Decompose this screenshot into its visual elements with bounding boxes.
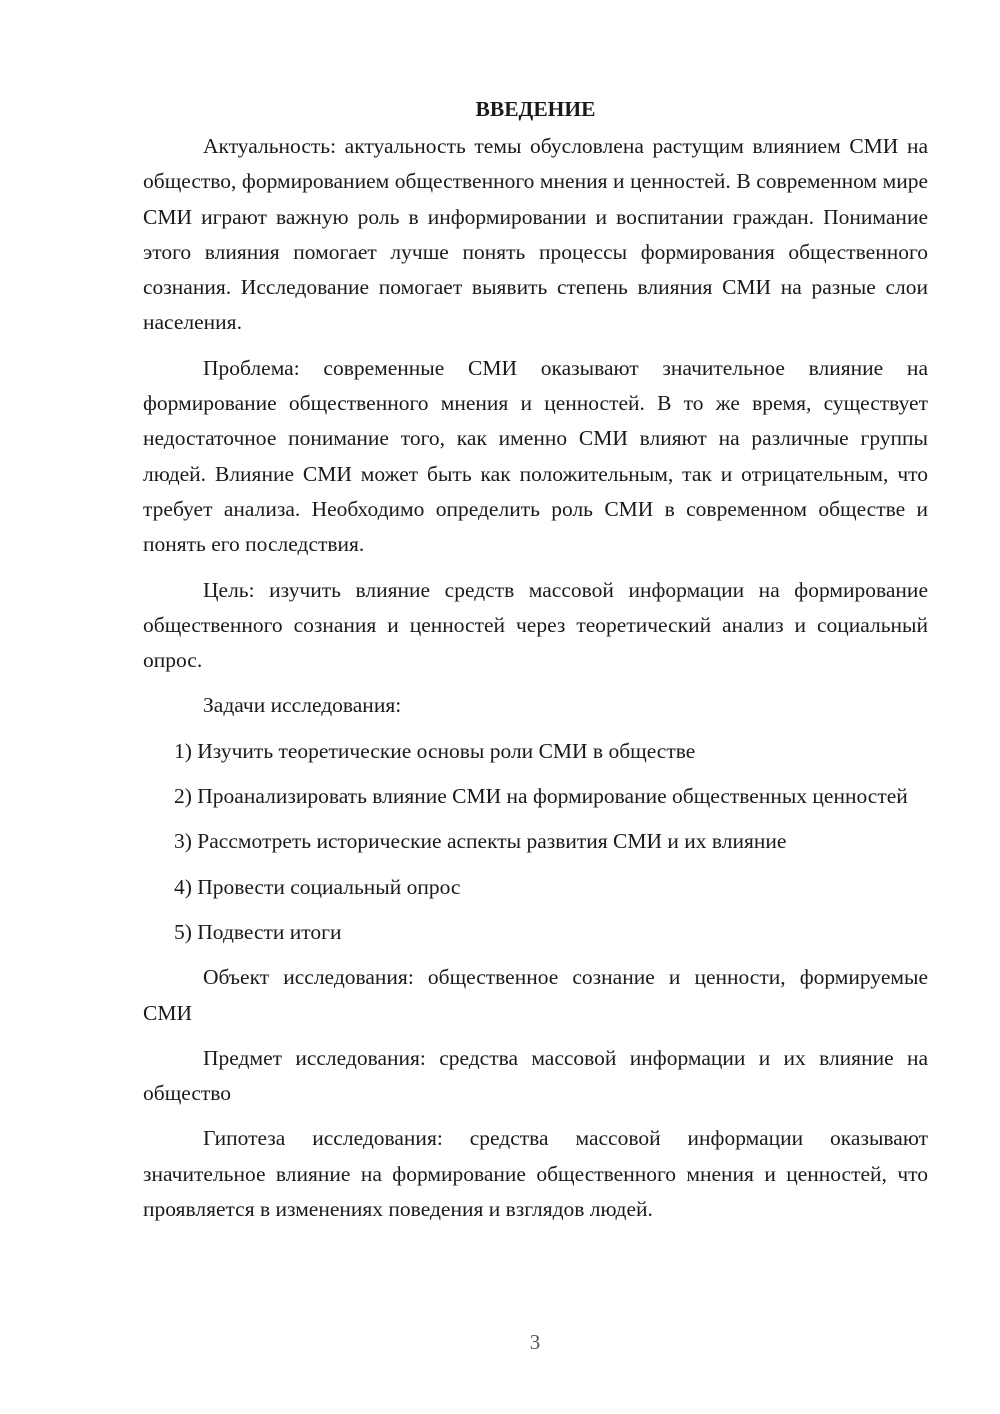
paragraph-object: Объект исследования: общественное сознание и ценности, формируемые СМИ [143,965,928,1025]
paragraph-subject: Предмет исследования: средства массовой информации и их влияние на общество [143,1045,928,1106]
section-title: ВВЕДЕНИЕ [475,97,596,121]
paragraph-tasks-heading: Задачи исследования: [203,693,402,718]
task-item: 5) Подвести итоги [174,919,342,944]
paragraph-hypothesis: Гипотеза исследования: средства массовой информации оказывают значительное влияние на формирование общественного мнения и ценностей, что проявляется в изменениях поведения и взглядов людей. [143,1126,928,1222]
task-item: 1) Изучить теоретические основы роли СМИ в обществе [174,738,696,763]
paragraph-goal: Цель: изучить влияние средств массовой информации на формирование общественного сознания и ценностей через теоретический анализ и социальный опрос. [143,577,928,673]
task-item: 4) Провести социальный опрос [174,874,461,899]
paragraph-relevance: Актуальность: актуальность темы обусловлена растущим влиянием СМИ на общество, формированием общественного мнения и ценностей. В современном мире СМИ играют важную роль в информировании и воспитании граждан. Понимание этого влияния помогает лучше понять процессы формирования общественного сознания. Исследование помогает выявить степень влияния СМИ на разные слои населения. [143,134,928,335]
page-number: 3 [529,1330,541,1354]
task-item: 2) Проанализировать влияние СМИ на формирование общественных ценностей [174,784,908,809]
document-page [143,92,928,1227]
task-item: 3) Рассмотреть исторические аспекты развития СМИ и их влияние [174,829,787,854]
paragraph-problem: Проблема: современные СМИ оказывают значительное влияние на формирование общественного мнения и ценностей. В то же время, существует недостаточное понимание того, как именно СМИ влияют на различные группы людей. Влияние СМИ может быть как положительным, так и отрицательным, что требует анализа. Необходимо определить роль СМИ в современном обществе и понять его последствия. [143,355,928,557]
